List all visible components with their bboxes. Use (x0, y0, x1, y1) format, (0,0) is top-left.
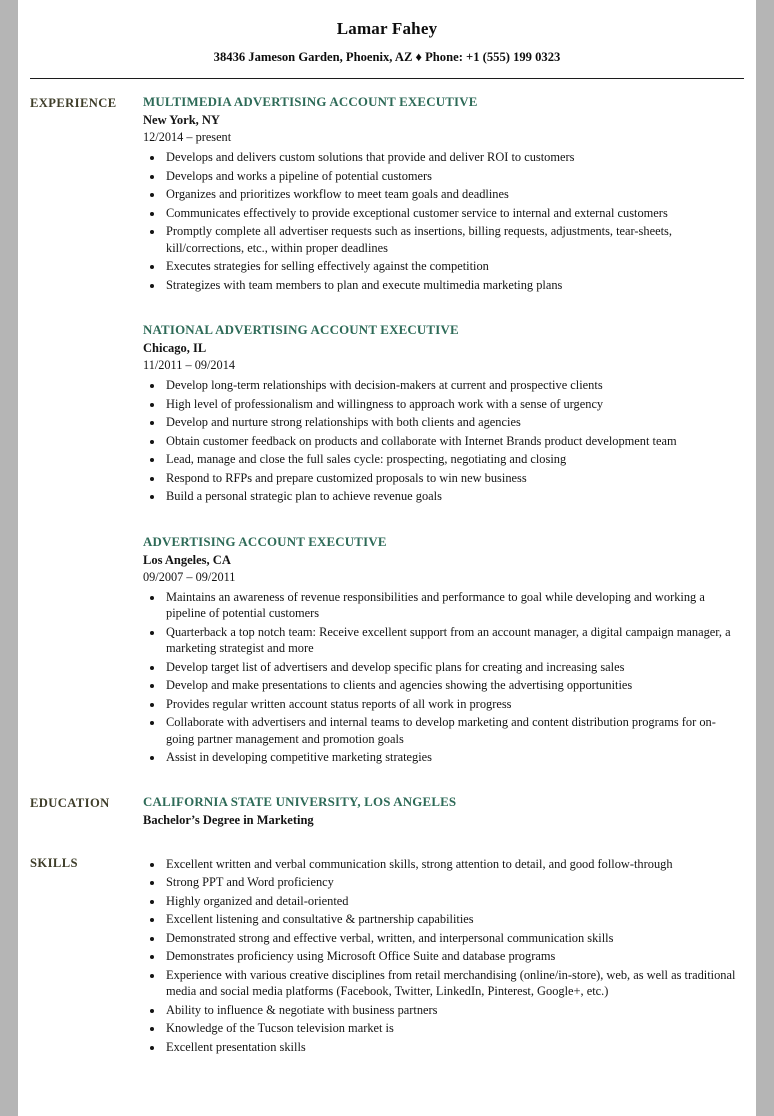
job-bullet-list (143, 589, 741, 766)
education-section (30, 795, 741, 828)
bullet-item: • Demonstrated strong and effective verbal, written, and interpersonal communication skills (164, 930, 741, 947)
bullet-item: • Develop and nurture strong relationships with both clients and agencies (164, 414, 741, 431)
section-label-skills: SKILLS (30, 855, 78, 870)
bullet-item: • Maintains an awareness of revenue responsibilities and performance to goal while developing and working a pipeline of potential customers (164, 589, 741, 622)
bullet-item: • Quarterback a top notch team: Receive excellent support from an account manager, a digital campaign manager, a marketing strategist and more (164, 624, 741, 657)
bullet-item: • Excellent written and verbal communication skills, strong attention to detail, and good follow-through (164, 856, 741, 873)
bullet-item: • Promptly complete all advertiser requests such as insertions, billing requests, adjustments, tear-sheets, kill/corrections, etc., within proper deadlines (164, 223, 741, 256)
bullet-item: • Lead, manage and close the full sales cycle: prospecting, negotiating and closing (164, 451, 741, 468)
section-label-education: EDUCATION (30, 795, 110, 810)
skills-bullet-list (143, 856, 741, 1056)
job-dates: 09/2007 – 09/2011 (143, 569, 236, 584)
bullet-item: • Experience with various creative disciplines from retail merchandising (online/in-store), web, as well as traditional media and social media platforms (Facebook, Twitter, LinkedIn, Pinterest, Google+, etc.) (164, 967, 741, 1000)
bullet-item: • Knowledge of the Tucson television market is (164, 1020, 741, 1037)
bullet-item: • Executes strategies for selling effectively against the competition (164, 258, 741, 275)
education-entry (143, 795, 741, 828)
contact-line: 38436 Jameson Garden, Phoenix, AZ ♦ Phone: +1 (555) 199 0323 (213, 50, 561, 64)
experience-section (30, 95, 741, 768)
bullet-item: • Provides regular written account status reports of all work in progress (164, 696, 741, 713)
bullet-item: • Communicates effectively to provide exceptional customer service to internal and external customers (164, 205, 741, 222)
bullet-item: • Obtain customer feedback on products and collaborate with Internet Brands product development team (164, 433, 741, 450)
job-location: Los Angeles, CA (143, 552, 231, 567)
resume-body (18, 79, 756, 1087)
job-location: Chicago, IL (143, 341, 207, 355)
bullet-item: • Develop and make presentations to clients and agencies showing the advertising opportunities (164, 677, 741, 694)
job-dates: 11/2011 – 09/2014 (143, 358, 235, 372)
bullet-item: • Collaborate with advertisers and internal teams to develop marketing and content distribution programs for on-going partner management and promotion goals (164, 714, 741, 747)
bullet-item: • Develop target list of advertisers and develop specific plans for creating and increasing sales (164, 659, 741, 676)
school-name: CALIFORNIA STATE UNIVERSITY, LOS ANGELES (143, 794, 457, 809)
job-entry-national (143, 323, 741, 505)
bullet-item: • Develop long-term relationships with decision-makers at current and prospective clients (164, 377, 741, 394)
job-entry-multimedia (143, 95, 741, 293)
bullet-item: • Respond to RFPs and prepare customized proposals to win new business (164, 470, 741, 487)
skills-entry (143, 855, 741, 1058)
bullet-item: • Assist in developing competitive marketing strategies (164, 749, 741, 766)
bullet-item: • Excellent presentation skills (164, 1039, 741, 1056)
bullet-item: • High level of professionalism and willingness to approach work with a sense of urgency (164, 396, 741, 413)
bullet-item: • Organizes and prioritizes workflow to meet team goals and deadlines (164, 186, 741, 203)
candidate-name: Lamar Fahey (336, 19, 438, 38)
bullet-item: • Develops and delivers custom solutions that provide and deliver ROI to customers (164, 149, 741, 166)
job-entry-advertising (143, 535, 741, 766)
bullet-item: • Develops and works a pipeline of potential customers (164, 168, 741, 185)
section-label-experience: EXPERIENCE (30, 96, 117, 110)
bullet-item: • Strong PPT and Word proficiency (164, 874, 741, 891)
job-bullet-list (143, 149, 741, 293)
resume-page (18, 0, 756, 1116)
job-title: NATIONAL ADVERTISING ACCOUNT EXECUTIVE (143, 323, 459, 337)
job-title: ADVERTISING ACCOUNT EXECUTIVE (143, 534, 387, 549)
degree-name: Bachelor’s Degree in Marketing (143, 812, 314, 827)
bullet-item: • Strategizes with team members to plan and execute multimedia marketing plans (164, 277, 741, 294)
resume-header (18, 19, 756, 65)
bullet-item: • Demonstrates proficiency using Microsoft Office Suite and database programs (164, 948, 741, 965)
skills-section (30, 855, 741, 1058)
job-location: New York, NY (143, 113, 220, 127)
job-bullet-list (143, 377, 741, 505)
job-title: MULTIMEDIA ADVERTISING ACCOUNT EXECUTIVE (143, 95, 478, 109)
job-dates: 12/2014 – present (143, 130, 232, 144)
bullet-item: • Excellent listening and consultative & partnership capabilities (164, 911, 741, 928)
bullet-item: • Build a personal strategic plan to achieve revenue goals (164, 488, 741, 505)
bullet-item: • Ability to influence & negotiate with business partners (164, 1002, 741, 1019)
bullet-item: • Highly organized and detail-oriented (164, 893, 741, 910)
experience-entries (143, 95, 741, 768)
